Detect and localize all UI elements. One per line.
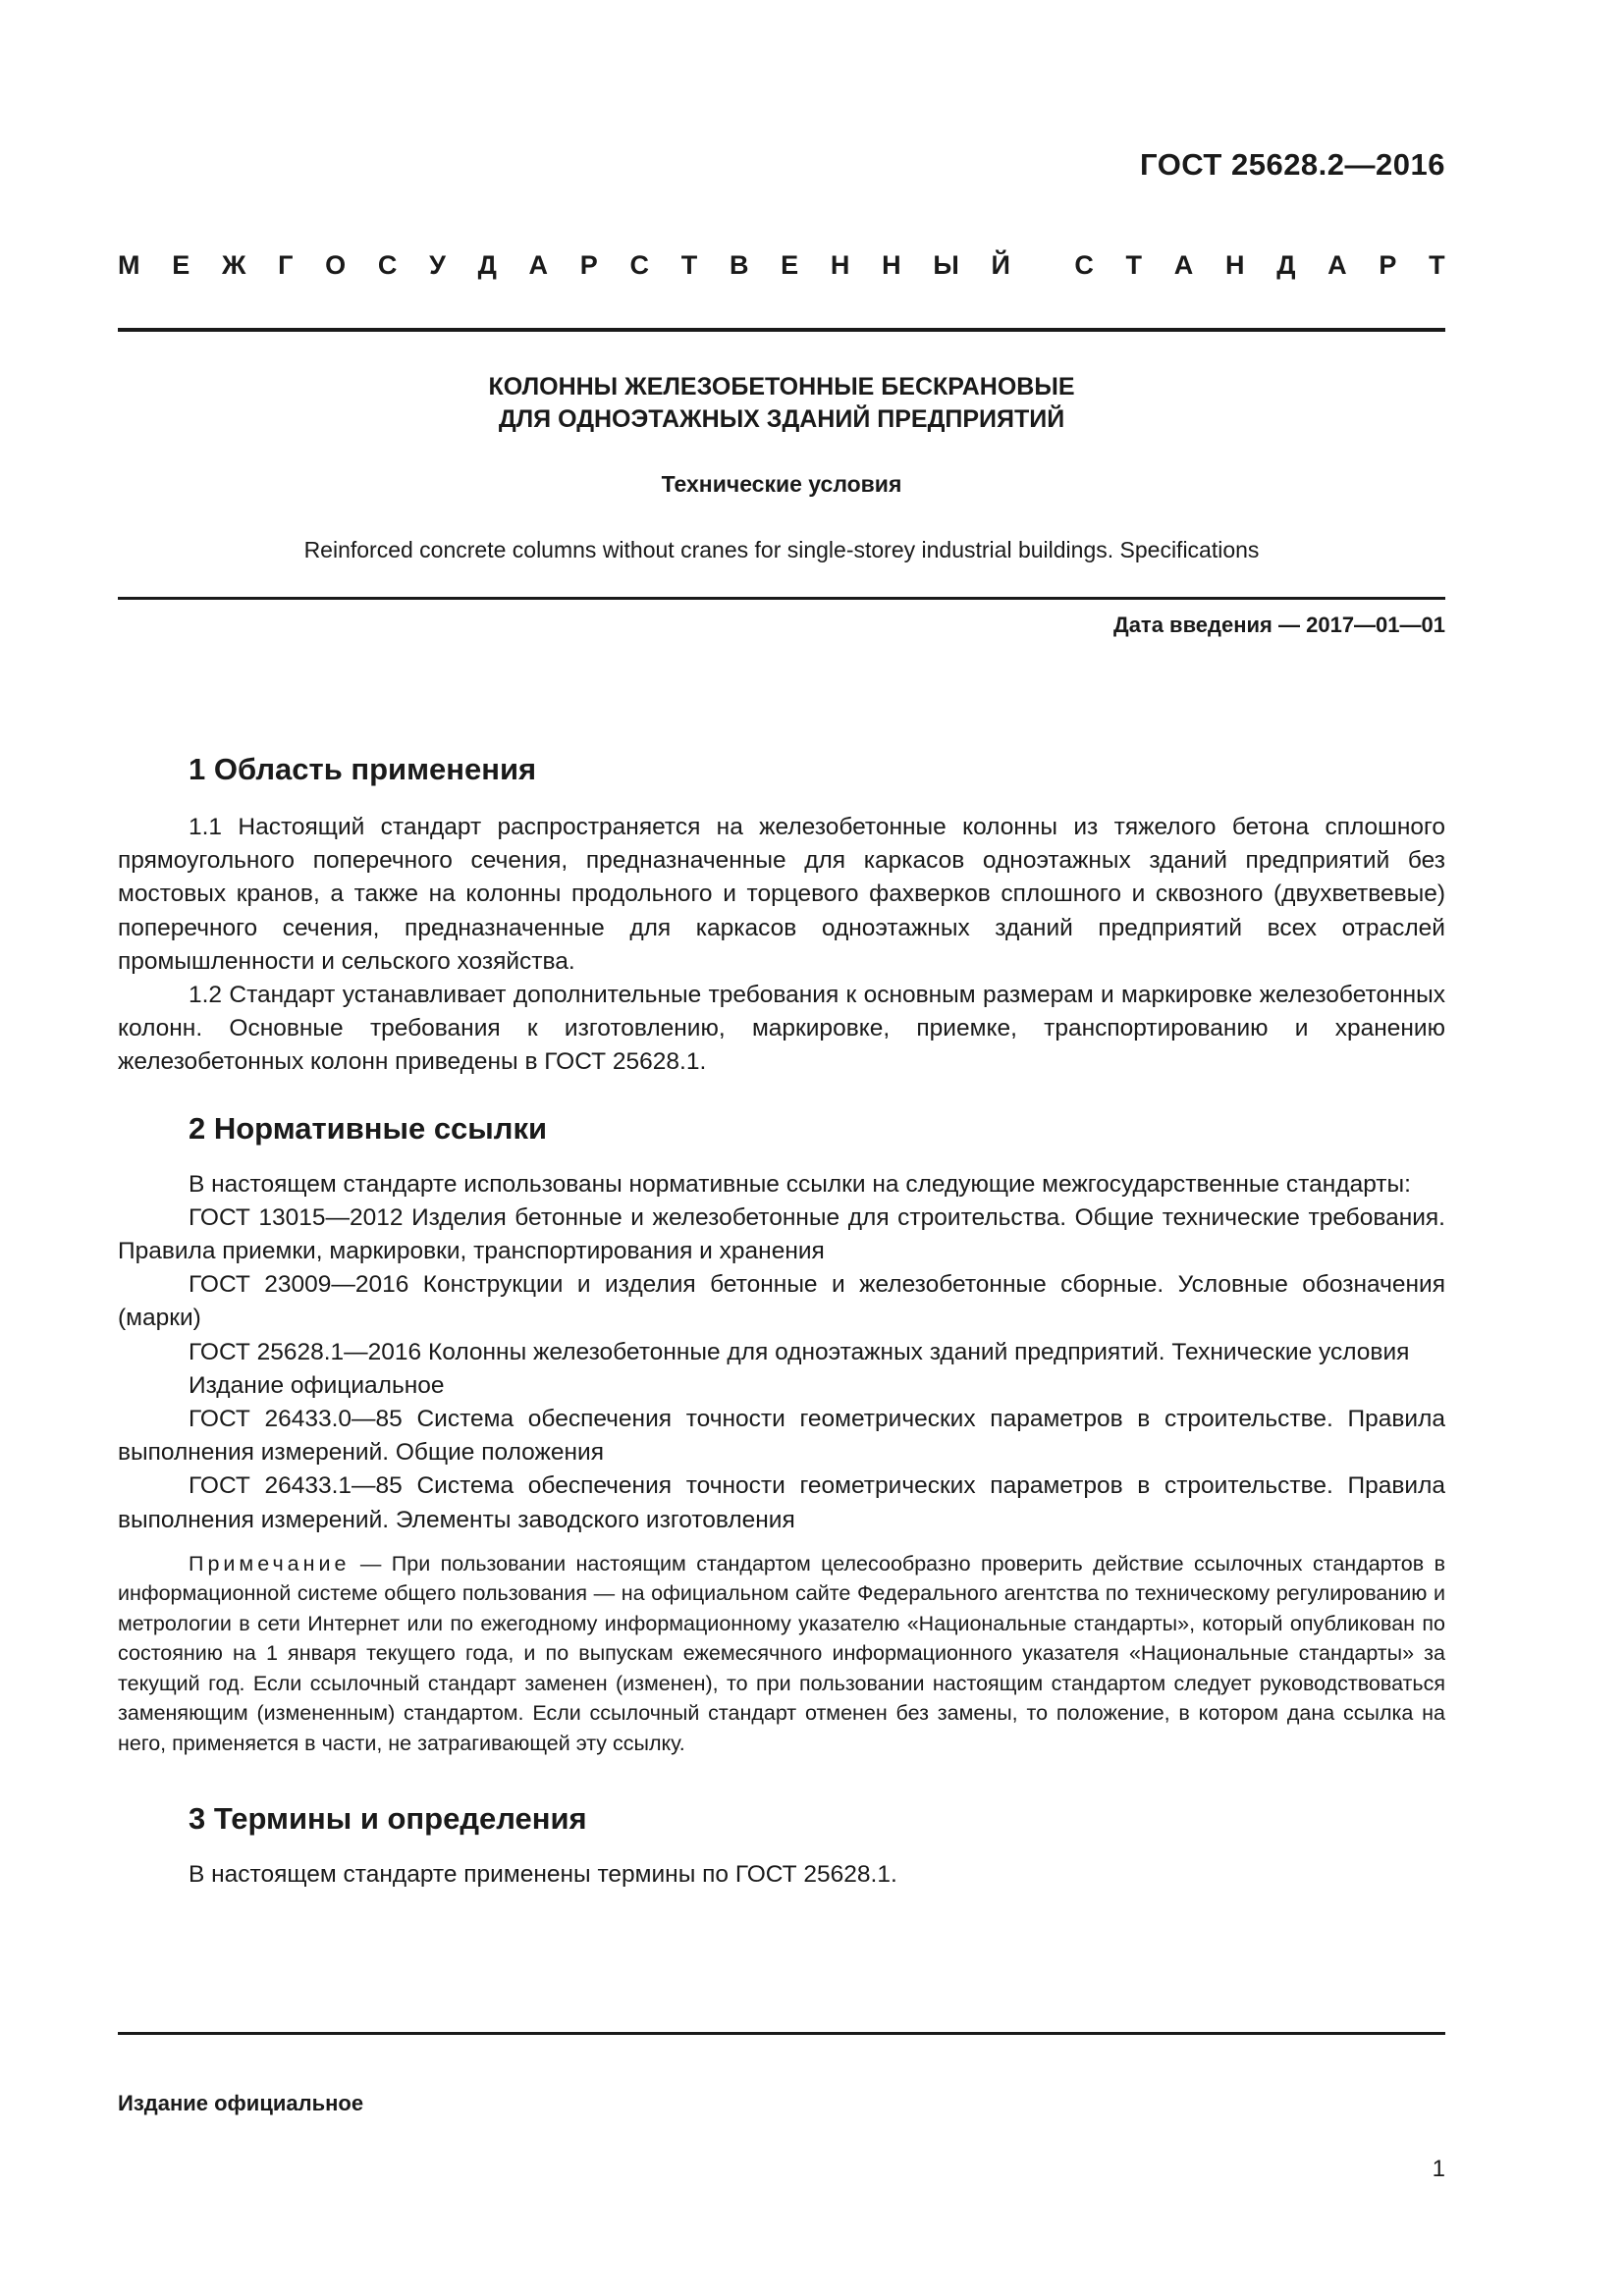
document-body	[118, 748, 1445, 1893]
header-divider	[118, 328, 1445, 332]
heading-letter: Д	[477, 250, 497, 280]
paragraph: 1.1 Настоящий стандарт распространяется на железобетонные колонны из тяжелого бетона сплошного прямоугольного поперечного сечения, предназначенные для каркасов одноэтажных зданий предприятий без мостовых кранов, а также на колонны продольного и торцевого фахверков сплошного и сквозного (двухветвевые) поперечного сечения, предназначенные для каркасов одноэтажных зданий предприятий всех отраслей промышленности и сельского хозяйства.	[118, 814, 1445, 975]
heading-letter: Р	[1379, 250, 1397, 280]
footer-divider	[118, 2032, 1445, 2035]
heading-letter: Е	[172, 250, 190, 280]
heading-letter: Й	[991, 250, 1010, 280]
interstate-standard-heading	[118, 250, 1445, 281]
reference-item: ГОСТ 13015—2012 Изделия бетонные и железобетонные для строительства. Общие технические требования. Правила приемки, маркировки, транспортирования и хранения	[118, 1203, 1445, 1265]
document-subtitle: Технические условия	[661, 471, 902, 497]
heading-letter: С	[629, 250, 649, 280]
reference-item: ГОСТ 25628.1—2016 Колонны железобетонные для одноэтажных зданий предприятий. Технические условия	[189, 1338, 1410, 1365]
note-text: — При пользовании настоящим стандартом целесообразно проверить действие ссылочных стандартов в информационной системе общего пользования — на официальном сайте Федерального агентства по техническому регулированию и метрологии в сети Интернет или по ежегодному информационному указателю «Национальные стандарты», который опубликован по состоянию на 1 января текущего года, и по выпускам ежемесячного информационного указателя «Национальные стандарты» за текущий год. Если ссылочный стандарт заменен (изменен), то при пользовании настоящим стандартом следует руководствоваться заменяющим (измененным) стандартом. Если ссылочный стандарт отменен без замены, то положение, в котором дана ссылка на него, применяется в части, не затрагивающей эту ссылку.	[118, 1551, 1445, 1755]
heading-letter: Н	[882, 250, 901, 280]
english-title: Reinforced concrete columns without cranes for single-storey industrial buildings. Specifications	[303, 537, 1260, 562]
note-paragraph	[118, 1549, 1445, 1759]
heading-letter: Т	[680, 250, 698, 280]
heading-letter: А	[1173, 250, 1194, 280]
heading-letter: С	[377, 250, 398, 280]
paragraph: 1.2 Стандарт устанавливает дополнительные требования к основным размерам и маркировке железобетонных колонн. Основные требования к изготовлению, маркировке, приемке, транспортированию и хранению железобетонных колонн приведены в ГОСТ 25628.1.	[118, 982, 1445, 1076]
heading-letter: Ы	[933, 250, 959, 280]
heading-letter: А	[528, 250, 549, 280]
heading-letter: Г	[278, 250, 294, 280]
paragraph: В настоящем стандарте использованы нормативные ссылки на следующие межгосударственные стандарты:	[189, 1170, 1411, 1198]
section-heading: 3 Термины и определения	[189, 1801, 587, 1837]
heading-letter: Ж	[221, 250, 246, 280]
heading-letter: Н	[830, 250, 850, 280]
heading-letter: У	[429, 250, 446, 280]
introduction-date: Дата введения — 2017—01—01	[1113, 613, 1445, 637]
heading-letter: Д	[1276, 250, 1296, 280]
title-line-1: КОЛОННЫ ЖЕЛЕЗОБЕТОННЫЕ БЕСКРАНОВЫЕ	[488, 373, 1075, 400]
page-number: 1	[1432, 2156, 1445, 2182]
heading-letter: В	[729, 250, 749, 280]
reference-item: ГОСТ 23009—2016 Конструкции и изделия бетонные и железобетонные сборные. Условные обозначения (марки)	[118, 1271, 1445, 1332]
title-line-2: ДЛЯ ОДНОЭТАЖНЫХ ЗДАНИЙ ПРЕДПРИЯТИЙ	[498, 405, 1065, 433]
section-heading: 1 Область применения	[189, 752, 537, 786]
heading-letter: М	[118, 250, 140, 280]
paragraph: В настоящем стандарте применены термины по ГОСТ 25628.1.	[189, 1861, 897, 1889]
document-title	[118, 371, 1445, 436]
heading-letter: Е	[781, 250, 799, 280]
title-divider	[118, 597, 1445, 600]
reference-item: ГОСТ 26433.1—85 Система обеспечения точности геометрических параметров в строительстве. Правила выполнения измерений. Элементы заводского изготовления	[118, 1472, 1445, 1533]
heading-letter: Т	[1125, 250, 1143, 280]
document-number: ГОСТ 25628.2—2016	[1140, 147, 1445, 182]
heading-letter: Н	[1224, 250, 1245, 280]
heading-letter: Р	[579, 250, 598, 280]
reference-item: Издание официальное	[189, 1371, 445, 1399]
edition-label: Издание официальное	[118, 2091, 364, 2115]
heading-letter: С	[1074, 250, 1094, 280]
reference-item: ГОСТ 26433.0—85 Система обеспечения точности геометрических параметров в строительстве. Правила выполнения измерений. Общие положения	[118, 1406, 1445, 1467]
heading-letter: А	[1327, 250, 1347, 280]
section-heading: 2 Нормативные ссылки	[189, 1110, 548, 1146]
heading-letter: Т	[1429, 250, 1445, 280]
heading-letter: О	[325, 250, 347, 280]
note-label: Примечание	[189, 1551, 351, 1575]
